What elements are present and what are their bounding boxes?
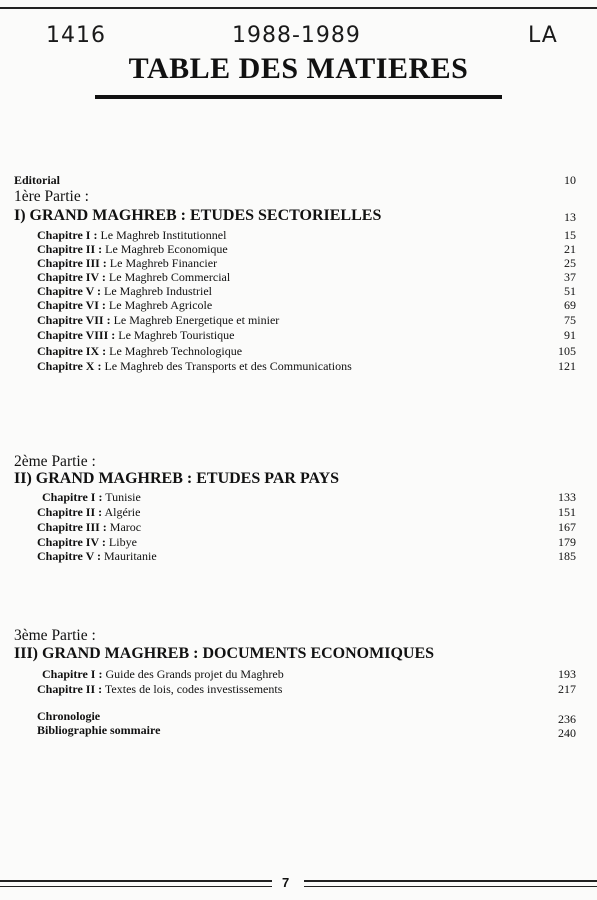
chapter-page: 121 xyxy=(558,359,576,373)
chapter-page: 105 xyxy=(558,344,576,358)
part-heading-text: III) GRAND MAGHREB : DOCUMENTS ECONOMIQUES xyxy=(14,645,435,662)
chapter-number: Chapitre V : xyxy=(37,284,102,298)
chapter-page: 51 xyxy=(564,284,576,298)
toc-entry-chronologie[interactable] xyxy=(0,709,597,726)
toc-entry-bibliographie[interactable] xyxy=(0,723,597,740)
part-heading-text: II) GRAND MAGHREB : ETUDES PAR PAYS xyxy=(14,470,340,487)
chapter-number: Chapitre II : xyxy=(37,505,103,519)
toc-entry[interactable] xyxy=(0,313,597,327)
entry-label: Bibliographie sommaire xyxy=(37,723,161,737)
chapter-title: Le Maghreb Technologique xyxy=(109,344,243,358)
chapter-number: Chapitre III : xyxy=(37,520,107,534)
chapter-title: Le Maghreb Economique xyxy=(105,242,228,256)
chapter-number: Chapitre II : xyxy=(37,242,103,256)
chapter-title: Le Maghreb Energetique et minier xyxy=(113,313,280,327)
entry-label: Editorial xyxy=(14,173,61,187)
title-underline xyxy=(95,95,502,99)
handwritten-years: 1988-1989 xyxy=(232,23,361,48)
toc-entry[interactable] xyxy=(0,328,597,342)
toc-entry[interactable] xyxy=(0,520,597,534)
chapter-title: Le Maghreb Financier xyxy=(109,256,218,270)
footer-rule-left xyxy=(0,880,272,882)
chapter-number: Chapitre VIII : xyxy=(37,328,116,342)
chapter-page: 179 xyxy=(558,535,576,549)
chapter-number: Chapitre I : xyxy=(42,667,103,681)
chapter-page: 151 xyxy=(558,505,576,519)
part-heading-text: I) GRAND MAGHREB : ETUDES SECTORIELLES xyxy=(14,207,382,224)
toc-entry[interactable] xyxy=(0,284,597,298)
chapter-number: Chapitre V : xyxy=(37,549,102,563)
chapter-title: Le Maghreb Commercial xyxy=(108,270,231,284)
chapter-number: Chapitre IX : xyxy=(37,344,107,358)
part-heading-page: 13 xyxy=(564,210,576,224)
chapter-page: 75 xyxy=(564,313,576,327)
footer-rule-right xyxy=(304,880,597,882)
footer-rule-left-thin xyxy=(0,886,272,887)
chapter-title: Le Maghreb Touristique xyxy=(118,328,235,342)
chapter-number: Chapitre X : xyxy=(37,359,102,373)
chapter-number: Chapitre I : xyxy=(42,490,103,504)
chapter-title: Mauritanie xyxy=(104,549,157,563)
page-number: 7 xyxy=(282,875,290,890)
chapter-title: Textes de lois, codes investissements xyxy=(104,682,283,696)
toc-entry[interactable] xyxy=(0,256,597,270)
chapter-title: Le Maghreb Industriel xyxy=(104,284,212,298)
page-title: TABLE DES MATIERES xyxy=(128,52,469,85)
part-1-heading[interactable] xyxy=(0,207,597,225)
chapter-page: 133 xyxy=(558,490,576,504)
chapter-page: 91 xyxy=(564,328,576,342)
chapter-number: Chapitre I : xyxy=(37,228,98,242)
toc-entry[interactable] xyxy=(0,344,597,358)
chapter-title: Le Maghreb Agricole xyxy=(108,298,213,312)
chapter-page: 217 xyxy=(558,682,576,696)
handwritten-initials: LA xyxy=(528,23,558,48)
chapter-page: 69 xyxy=(564,298,576,312)
chapter-number: Chapitre VII : xyxy=(37,313,111,327)
toc-entry[interactable] xyxy=(0,490,597,504)
toc-entry[interactable] xyxy=(0,359,597,373)
chapter-title: Maroc xyxy=(109,520,142,534)
part-3-label: 3ème Partie : xyxy=(14,627,96,644)
chapter-number: Chapitre IV : xyxy=(37,270,106,284)
chapter-page: 193 xyxy=(558,667,576,681)
toc-entry[interactable] xyxy=(0,228,597,242)
chapter-title: Le Maghreb des Transports et des Communications xyxy=(104,359,352,373)
handwritten-reference: 1416 xyxy=(46,23,106,48)
entry-page: 240 xyxy=(558,726,576,740)
part-2-heading[interactable] xyxy=(0,470,597,488)
toc-entry[interactable] xyxy=(0,505,597,519)
chapter-title: Libye xyxy=(108,535,137,549)
chapter-number: Chapitre IV : xyxy=(37,535,106,549)
toc-entry[interactable] xyxy=(0,242,597,256)
chapter-title: Algérie xyxy=(104,505,141,519)
chapter-title: Guide des Grands projet du Maghreb xyxy=(105,667,284,681)
toc-entry[interactable] xyxy=(0,549,597,563)
chapter-page: 15 xyxy=(564,228,576,242)
chapter-title: Le Maghreb Institutionnel xyxy=(100,228,227,242)
entry-label: Chronologie xyxy=(37,709,101,723)
chapter-page: 37 xyxy=(564,270,576,284)
footer-rule-right-thin xyxy=(304,886,597,887)
chapter-number: Chapitre VI : xyxy=(37,298,106,312)
chapter-number: Chapitre III : xyxy=(37,256,107,270)
part-2-label: 2ème Partie : xyxy=(14,453,96,470)
toc-entry[interactable] xyxy=(0,270,597,284)
part-1-label: 1ère Partie : xyxy=(14,188,89,205)
chapter-number: Chapitre II : xyxy=(37,682,103,696)
chapter-title: Tunisie xyxy=(105,490,141,504)
chapter-page: 185 xyxy=(558,549,576,563)
top-rule xyxy=(0,7,597,9)
chapter-page: 21 xyxy=(564,242,576,256)
entry-page: 10 xyxy=(564,173,576,187)
toc-entry[interactable] xyxy=(0,298,597,312)
toc-entry-editorial[interactable] xyxy=(0,173,597,187)
toc-entry[interactable] xyxy=(0,667,597,681)
toc-entry[interactable] xyxy=(0,535,597,549)
entry-page: 236 xyxy=(558,712,576,726)
chapter-page: 167 xyxy=(558,520,576,534)
chapter-page: 25 xyxy=(564,256,576,270)
toc-entry[interactable] xyxy=(0,682,597,696)
part-3-heading[interactable] xyxy=(0,645,597,663)
